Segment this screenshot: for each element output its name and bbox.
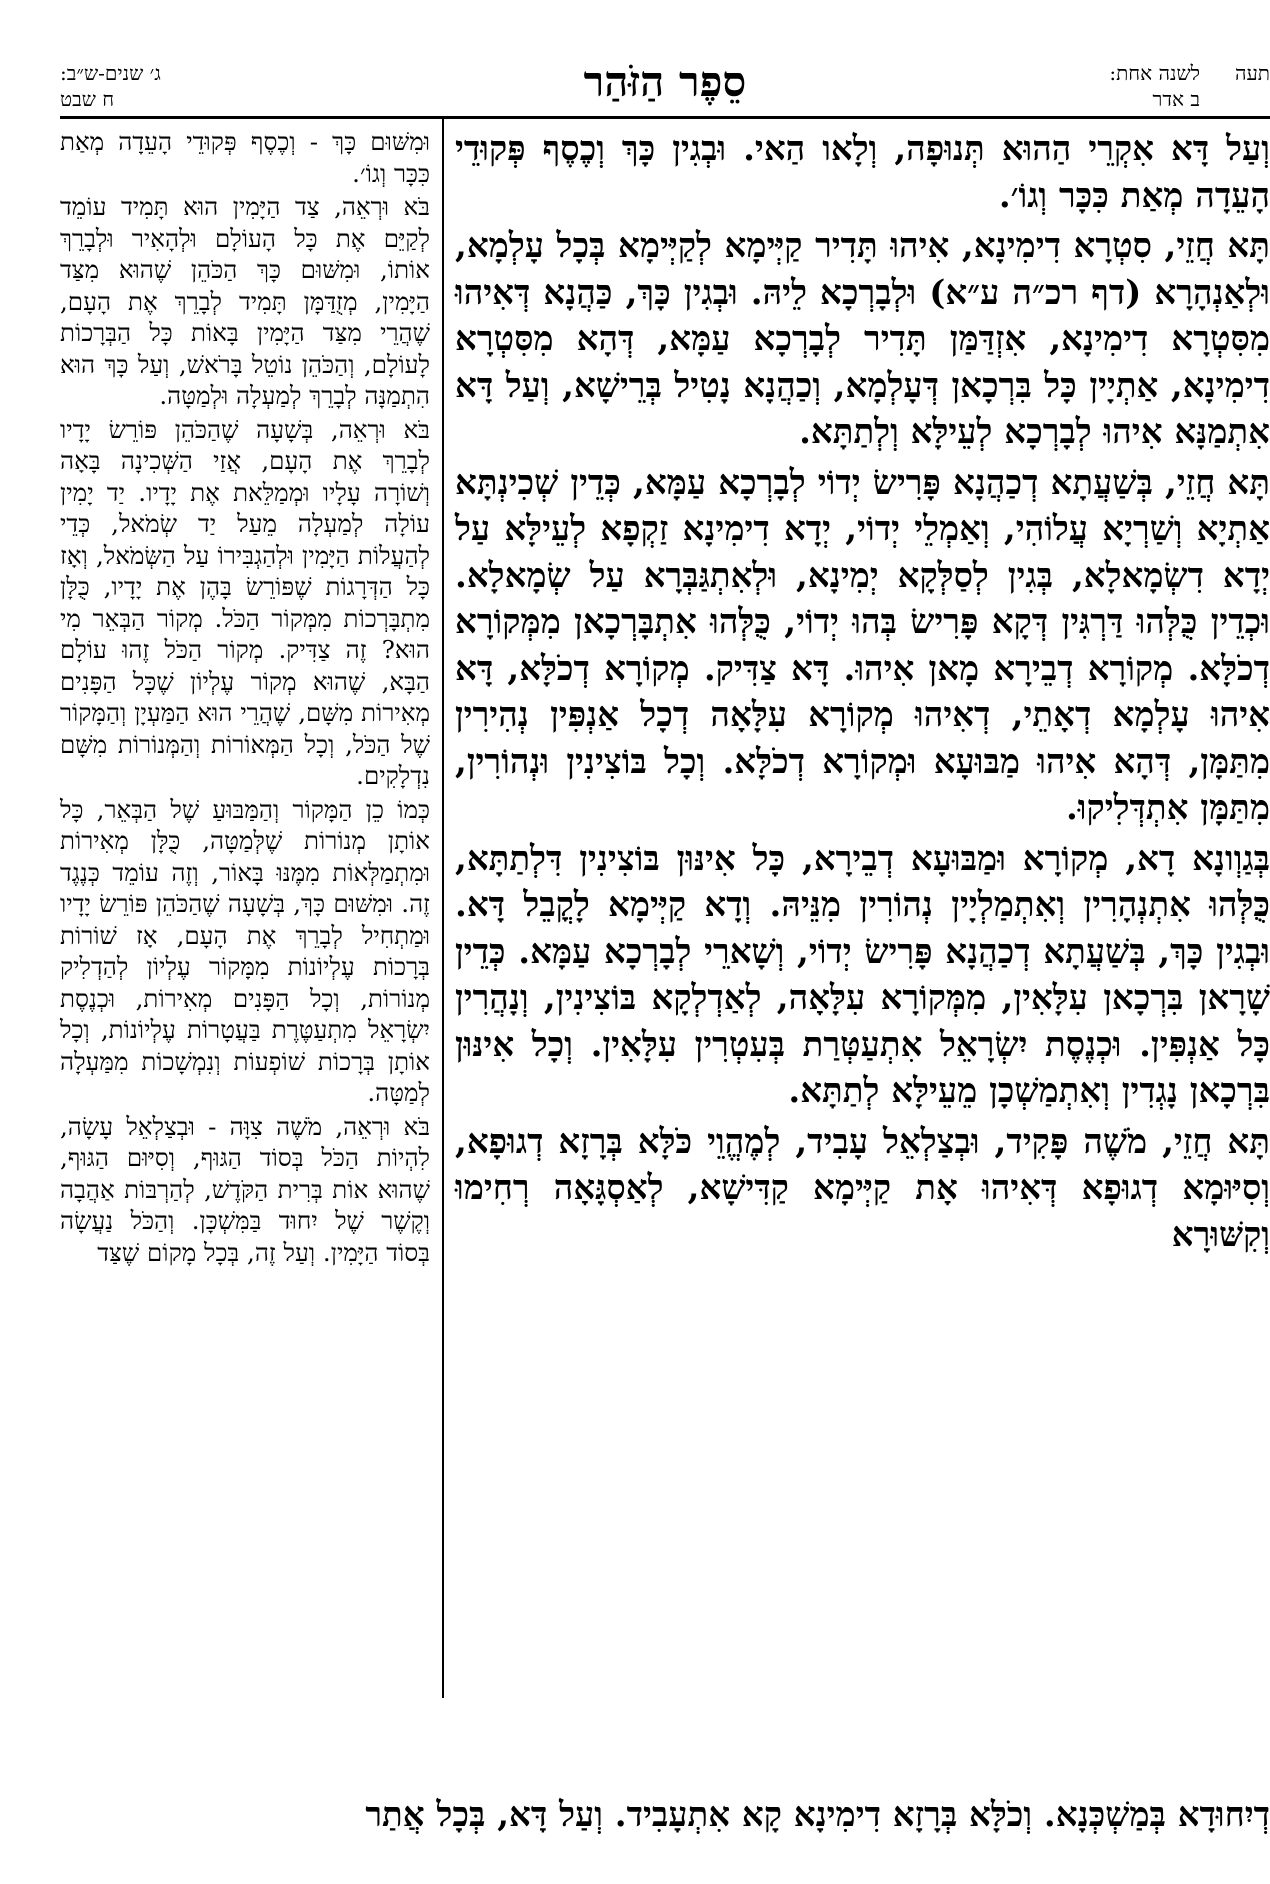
study-schedule-line1: לשנה אחת: bbox=[1109, 61, 1200, 85]
cycle-line2: ח שבט bbox=[60, 87, 115, 111]
header-left bbox=[60, 60, 310, 112]
full-width-bottom-line: דְיִחוּדָא בְּמַשְׁכְּנָא. וְכֹלָּא בְּרָזָא דִימִינָא קָא אִתְעָבִיד. וְעַל דָּא, בְּכָל אֲתַר bbox=[365, 1795, 1270, 1835]
translation-paragraph: כְּמוֹ כֵן הַמָּקוֹר וְהַמַּבּוּעַ שֶׁל הַבְּאֵר, כָּל אוֹתָן מְנוֹרוֹת שֶׁלְּמַטָּה, כֻּלָּן מְאִירוֹת וּמִתְמַלְּאוֹת מִמֶּנּוּ בָּאוֹר, וְזֶה עוֹמֵד כְּנֶגֶד זֶה. וּמִשּׁוּם כָּךְ, בְּשָׁעָה שֶׁהַכֹּהֵן פּוֹרֵשׂ יָדָיו וּמַתְחִיל לְבָרֵךְ אֶת הָעָם, אָז שׁוֹרוֹת בְּרָכוֹת עֶלְיוֹנוֹת מִמָּקוֹר עֶלְיוֹן לְהַדְלִיק מְנוֹרוֹת, וְכָל הַפָּנִים מְאִירוֹת, וּכְנֶסֶת יִשְׂרָאֵל מִתְעַטֶּרֶת בַּעֲטָרוֹת עֶלְיוֹנוֹת, וְכָל אוֹתָן בְּרָכוֹת שׁוֹפְעוֹת וְנִמְשָׁכוֹת מִמַּעְלָה לְמַטָּה. bbox=[60, 794, 430, 1107]
aramaic-paragraph: תָּא חֲזֵי, סִטְרָא דִימִינָא, אִיהוּ תָּדִיר קַיְּימָא לְקַיְּימָא בְּכָל עָלְמָא, וּלְאַנְהָרָא (דף רכ״ה ע״א) וּלְבָרְכָא לֵיהּ. וּבְגִין כָּךְ, כַּהֲנָא דְּאִיהוּ מִסִּטְרָא דִימִינָא, אִזְדַּמַּן תָּדִיר לְבָרְכָא עַמָּא, דְּהָא מִסִּטְרָא דִימִינָא, אַתְיָין כָּל בִּרְכָאן דְּעָלְמָא, וְכַהֲנָא נָטִיל בְּרֵישָׁא, וְעַל דָּא אִתְמַנָּא אִיהוּ לְבָרְכָא לְעֵילָּא וְלְתַתָּא. bbox=[455, 226, 1270, 452]
cycle-line1: ג׳ שנים-ש״ב: bbox=[60, 61, 161, 85]
translation-paragraph: בֹּא וּרְאֵה, בְּשָׁעָה שֶׁהַכֹּהֵן פּוֹרֵשׂ יָדָיו לְבָרֵךְ אֶת הָעָם, אֲזַי הַשְּׁכִינָה בָּאָה וְשׁוֹרָה עָלָיו וּמְמַלֵּאת אֶת יָדָיו. יַד יָמִין עוֹלָה לְמַעְלָה מֵעַל יַד שְׂמֹאל, כְּדֵי לְהַעֲלוֹת הַיָּמִין וּלְהַגְבִּירוֹ עַל הַשְּׂמֹאל, וְאָז כָּל הַדְּרָגוֹת שֶׁפּוֹרֵשׂ בָּהֶן אֶת יָדָיו, כֻּלָּן מִתְבָּרְכוֹת מִמְּקוֹר הַכֹּל. מְקוֹר הַבְּאֵר מִי הוּא? זֶה צַדִּיק. מְקוֹר הַכֹּל זֶהוּ עוֹלָם הַבָּא, שֶׁהוּא מְקוֹר עֶלְיוֹן שֶׁכָּל הַפָּנִים מְאִירוֹת מִשָּׁם, שֶׁהֲרֵי הוּא הַמַּעְיָן וְהַמָּקוֹר שֶׁל הַכֹּל, וְכָל הַמְּאוֹרוֹת וְהַמְּנוֹרוֹת מִשָּׁם נִדְלָקִים. bbox=[60, 414, 430, 790]
page-number: תעה bbox=[1234, 61, 1270, 85]
column-divider bbox=[442, 118, 444, 1698]
translation-paragraph: וּמִשּׁוּם כָּךְ - וְכֶסֶף פְּקוּדֵי הָעֵדָה מְאַת כִּכָּר וְגוֹ׳. bbox=[60, 127, 430, 188]
header-rule bbox=[60, 116, 1270, 119]
book-title: סֵפֶר הַזֹּהַר bbox=[583, 57, 747, 106]
aramaic-text-column bbox=[455, 126, 1270, 1686]
aramaic-paragraph: וְעַל דָּא אִקְרֵי הַהוּא תְּנוּפָה, וְלָאו הַאי. וּבְגִין כָּךְ וְכֶסֶף פְּקוּדֵי הָעֵדָה מְאַת כִּכָּר וְגוֹ׳. bbox=[455, 129, 1270, 216]
zohar-page bbox=[60, 52, 1270, 1862]
page-header bbox=[60, 52, 1270, 120]
aramaic-paragraph: בְּגַוְונָא דָא, מְקוֹרָא וּמַבּוּעָא דְבֵירָא, כָּל אִינּוּן בּוֹצִינִין דִּלְתַתָּא, כֻּלְּהוּ אִתְנְהָרִין וְאִתְמַלְיָין נְהוֹרִין מִנֵּיהּ. וְדָא קַיְּימָא לָקֳבֵל דָּא. וּבְגִין כָּךְ, בְּשַׁעֲתָא דְכַהֲנָא פָּרִישׂ יְדוֹי, וְשָׁארֵי לְבָרְכָא עַמָּא. כְּדֵין שָׁרָאן בִּרְכָאן עִלָּאִין, מִמְּקוֹרָא עִלָּאָה, לְאַדְלְקָא בּוֹצִינִין, וְנָהֲרִין כָּל אַנְפִּין. וּכְנֶסֶת יִשְׂרָאֵל אִתְעַטְּרַת בְּעִטְרִין עִלָּאִין. וְכָל אִינּוּן בִּרְכָאן נָגְדִין וְאִתְמַשְׁכָן מֵעֵילָּא לְתַתָּא. bbox=[455, 838, 1270, 1111]
aramaic-paragraph: תָּא חֲזֵי, מֹשֶׁה פָּקִיד, וּבְצַלְאֵל עָבִיד, לְמֶהֱוֵי כֹּלָּא בְּרָזָא דְגוּפָא, וְסִיּוּמָא דְגוּפָא דְּאִיהוּ אָת קַיְּימָא קַדִּישָׁא, לְאַסְגָּאָה רְחִימוּ וְקִשּׁוּרָא bbox=[455, 1121, 1270, 1255]
translation-paragraph: בֹּא וּרְאֵה, צַד הַיָּמִין הוּא תָּמִיד עוֹמֵד לְקַיֵּם אֶת כָּל הָעוֹלָם וּלְהָאִיר וּלְבָרֵךְ אוֹתוֹ, וּמִשּׁוּם כָּךְ הַכֹּהֵן שֶׁהוּא מִצַּד הַיָּמִין, מְזֻדַּמָּן תָּמִיד לְבָרֵךְ אֶת הָעָם, שֶׁהֲרֵי מִצַּד הַיָּמִין בָּאוֹת כָּל הַבְּרָכוֹת לָעוֹלָם, וְהַכֹּהֵן נוֹטֵל בָּרֹאשׁ, וְעַל כָּךְ הוּא הִתְמַנָּה לְבָרֵךְ לְמַעְלָה וּלְמַטָּה. bbox=[60, 192, 430, 410]
translation-paragraph: בֹּא וּרְאֵה, מֹשֶׁה צִוָּה - וּבְצַלְאֵל עָשָׂה, לִהְיוֹת הַכֹּל בְּסוֹד הַגּוּף, וְסִיּוּם הַגּוּף, שֶׁהוּא אוֹת בְּרִית הַקֹּדֶשׁ, לְהַרְבּוֹת אַהֲבָה וְקֶשֶׁר שֶׁל יִחוּד בַּמִּשְׁכָּן. וְהַכֹּל נַעֲשָׂה בְּסוֹד הַיָּמִין. וְעַל זֶה, בְּכָל מָקוֹם שֶׁצַּד bbox=[60, 1111, 430, 1267]
hebrew-translation-column bbox=[60, 126, 430, 1706]
study-schedule-line2: ב אדר bbox=[1152, 87, 1200, 111]
aramaic-paragraph: תָּא חֲזֵי, בְּשַׁעֲתָא דְכַהֲנָא פָּרִישׂ יְדוֹי לְבָרְכָא עַמָּא, כְּדֵין שְׁכִינְתָּא אַתְיָא וְשַׁרְיָא עֲלוֹהִי, וְאַמְלֵי יְדוֹי, יְדָא דִימִינָא זַקְפָא לְעֵילָּא עַל יְדָא דִשְׂמָאלָא, בְּגִין לְסַלְּקָא יְמִינָא, וּלְאִתְגַּבְּרָא עַל שְׂמָאלָא. וּכְדֵין כֻּלְּהוּ דַּרְגִּין דְּקָא פָּרִישׂ בְּהוּ יְדוֹי, כֻּלְּהוּ אִתְבָּרְכָאן מִמְּקוֹרָא דְכֹלָּא. מְקוֹרָא דְבֵירָא מָאן אִיהוּ. דָּא צַדִּיק. מְקוֹרָא דְכֹלָּא, דָּא אִיהוּ עָלְמָא דְאָתֵי, דְאִיהוּ מְקוֹרָא עִלָּאָה דְכָל אַנְפִּין נְהִירִין מִתַּמָּן, דְּהָא אִיהוּ מַבּוּעָא וּמְקוֹרָא דְכֹלָּא. וְכָל בּוֹצִינִין וּנְהוֹרִין, מִתַּמָּן אִתְדְּלִיקוּ. bbox=[455, 462, 1270, 828]
